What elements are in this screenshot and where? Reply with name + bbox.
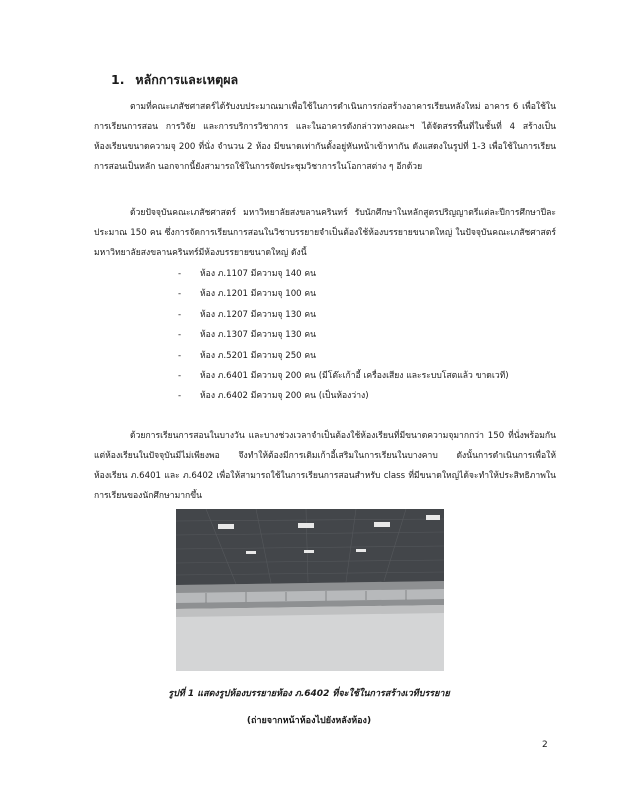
- list-item: - ห้อง ภ.1307 มีความจุ 130 คน: [178, 325, 509, 345]
- figure-caption: [0, 686, 618, 700]
- room-illustration: [176, 509, 444, 671]
- list-marker: -: [178, 391, 182, 402]
- lecture-room-photo: [176, 509, 444, 671]
- section-heading: [111, 70, 238, 90]
- list-item: - ห้อง ภ.1107 มีความจุ 140 คน: [178, 264, 509, 284]
- paragraph-2: ด้วยปัจจุบันคณะเภสัชศาสตร์ มหาวิทยาลัยสงขลานครินทร์ รับนักศึกษาในหลักสูตรปริญญาตรีแต่ละปีการศึกษาปีละประมาณ 150 คน ซึ่งการจัดการเรียนการสอนในวิชาบรรยายจำเป็นต้องใช้ห้องบรรยายขนาดใหญ่ ในปัจจุบันคณะเภสัชศาสตร์ มหาวิทยาลัยสงขลานครินทร์มีห้องบรรยายขนาดใหญ่ ดังนี้: [94, 208, 556, 258]
- list-item: - ห้อง ภ.6402 มีความจุ 200 คน (เป็นห้องว่าง): [178, 386, 509, 406]
- list-marker: -: [178, 350, 182, 361]
- paragraph-1: ตามที่คณะเภสัชศาสตร์ได้รับงบประมาณมาเพื่อใช้ในการดำเนินการก่อสร้างอาคารเรียนหลังใหม่ อาคาร 6 เพื่อใช้ในการเรียนการสอน การวิจัย และการบริการวิชาการ และในอาคารดังกล่าวทางคณะฯ ได้จัดสรรพื้นที่ในชั้นที่ 4 สร้างเป็นห้องเรียนขนาดความจุ 200 ที่นั่ง จำนวน 2 ห้อง มีขนาดเท่ากันตั้งอยู่หันหน้าเข้าหากัน ดังแสดงในรูปที่ 1-3 เพื่อใช้ในการเรียนการสอนเป็นหลัก นอกจากนี้ยังสามารถใช้ในการจัดประชุมวิชาการในโอกาสต่าง ๆ อีกด้วย: [94, 102, 556, 172]
- list-item: - ห้อง ภ.6401 มีความจุ 200 คน (มีโต๊ะเก้าอี้ เครื่องเสียง และระบบโสตแล้ว ขาดเวที): [178, 366, 509, 386]
- page-number: 2: [542, 740, 548, 750]
- figure-caption-text: แสดงรูปห้องบรรยายห้อง ภ.6402 ที่จะใช้ในการสร้างเวทีบรรยาย: [194, 689, 450, 699]
- section-title: หลักการและเหตุผล: [135, 72, 239, 87]
- figure-subcaption: (ถ่ายจากหน้าห้องไปยังหลังห้อง): [246, 716, 372, 726]
- paragraph-3: ด้วยการเรียนการสอนในบางวัน และบางช่วงเวลาจำเป็นต้องใช้ห้องเรียนที่มีขนาดความจุมากกว่า 150 ที่นั่งพร้อมกัน แต่ห้องเรียนในปัจจุบันมีไม่เพียงพอ จึงทำให้ต้องมีการเติมเก้าอี้เสริมในการเรียนในบางคาบ ดังนั้นการดำเนินการเพื่อให้ห้องเรียน ภ.6401 และ ภ.6402 เพื่อให้สามารถใช้ในการเรียนการสอนสำหรับ class ที่มีขนาดใหญ่ได้จะทำให้ประสิทธิภาพในการเรียนของนักศึกษามากขึ้น: [94, 431, 556, 501]
- figure-label: รูปที่ 1: [168, 689, 195, 699]
- list-marker: -: [178, 309, 182, 320]
- list-marker: -: [178, 269, 182, 279]
- section-number: 1.: [111, 72, 125, 87]
- room-list: [178, 264, 509, 407]
- list-marker: -: [178, 370, 182, 381]
- list-item: - ห้อง ภ.1207 มีความจุ 130 คน: [178, 305, 509, 325]
- list-item: - ห้อง ภ.5201 มีความจุ 250 คน: [178, 346, 509, 366]
- list-item: - ห้อง ภ.1201 มีความจุ 100 คน: [178, 284, 509, 304]
- list-marker: -: [178, 330, 182, 341]
- list-marker: -: [178, 289, 182, 300]
